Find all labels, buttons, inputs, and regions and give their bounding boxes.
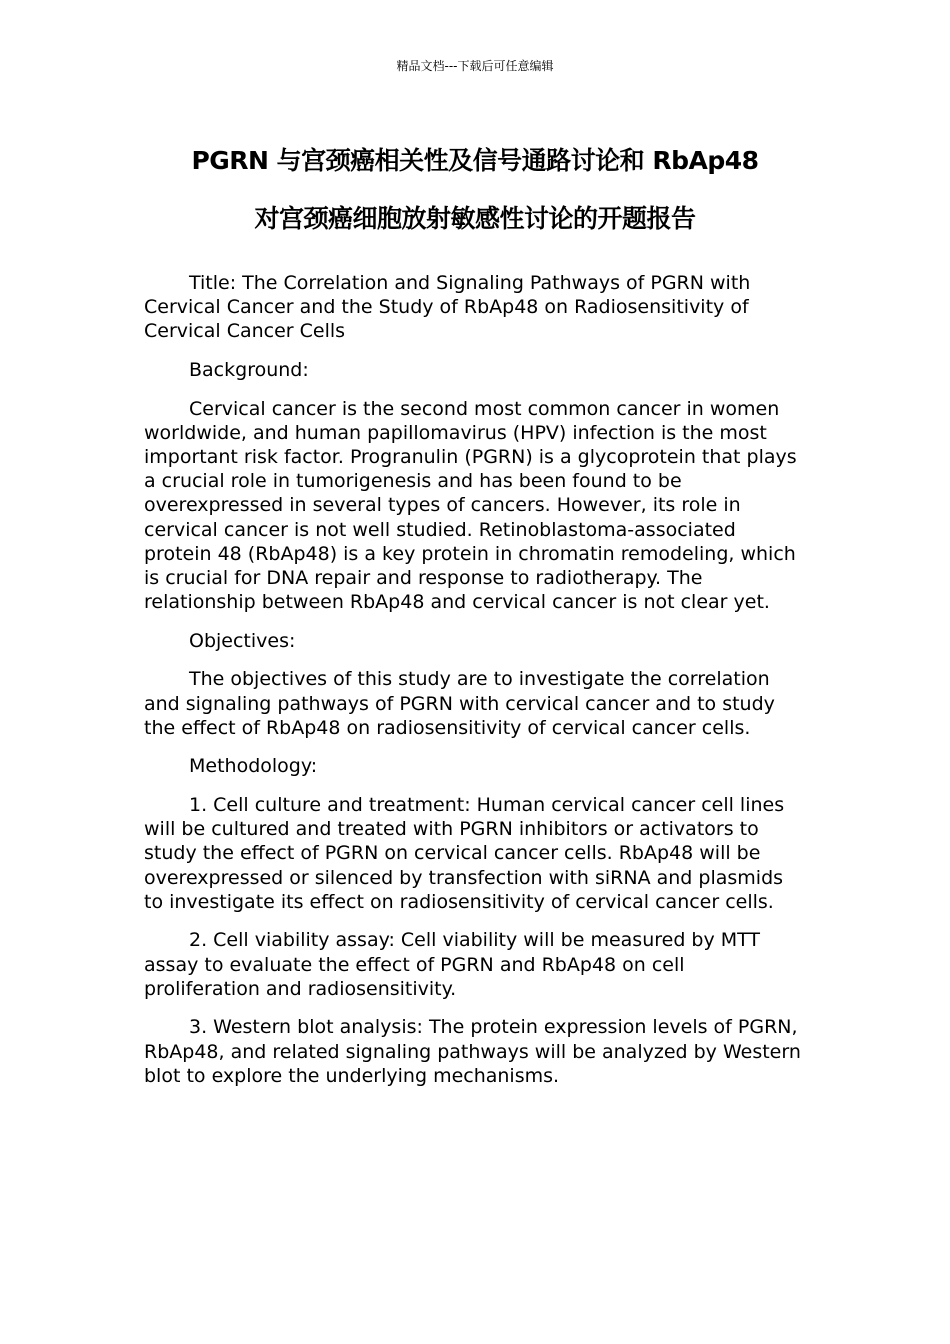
paragraph-objectives: The objectives of this study are to investigate the correlation and signaling pathways of PGRN with cervical cancer and to study the effect of RbAp48 on radiosensitivity of cervical cancer cells. (144, 668, 775, 739)
document-body (144, 271, 806, 1102)
paragraph-method-3: 3. Western blot analysis: The protein expression levels of PGRN, RbAp48, and related signaling pathways will be analyzed by Western blot to explore the underlying mechanisms. (144, 1016, 801, 1087)
page-header: 精品文档---下载后可任意编辑 (396, 59, 554, 73)
document-title (100, 132, 850, 248)
title-line-2: 对宫颈癌细胞放射敏感性讨论的开题报告 (254, 204, 696, 233)
paragraph-method-2: 2. Cell viability assay: Cell viability will be measured by MTT assay to evaluate the effect of PGRN and RbAp48 on cell proliferation and radiosensitivity. (144, 929, 761, 1000)
title-line-1: PGRN 与宫颈癌相关性及信号通路讨论和 RbAp48 (191, 146, 759, 175)
paragraph-background: Cervical cancer is the second most common cancer in women worldwide, and human papillomavirus (HPV) infection is the most important risk factor. Progranulin (PGRN) is a glycoprotein that plays a crucial role in tumorigenesis and has been found to be overexpressed in several types of cancers. However, its role in cervical cancer is not well studied. Retinoblastoma-associated protein 48 (RbAp48) is a key protein in chromatin remodeling, which is crucial for DNA repair and response to radiotherapy. The relationship between RbAp48 and cervical cancer is not clear yet. (144, 397, 797, 614)
heading-background: Background: (189, 359, 309, 381)
heading-objectives: Objectives: (189, 629, 296, 652)
heading-methodology: Methodology: (189, 755, 318, 778)
paragraph-method-1: 1. Cell culture and treatment: Human cervical cancer cell lines will be cultured and treated with PGRN inhibitors or activators to study the effect of PGRN on cervical cancer cells. RbAp48 will be overexpressed or silenced by transfection with siRNA and plasmids to investigate its effect on radiosensitivity of cervical cancer cells. (144, 794, 785, 913)
paragraph-title: Title: The Correlation and Signaling Pathways of PGRN with Cervical Cancer and the Study of RbAp48 on Radiosensitivity of Cervical Cancer Cells (144, 272, 751, 343)
